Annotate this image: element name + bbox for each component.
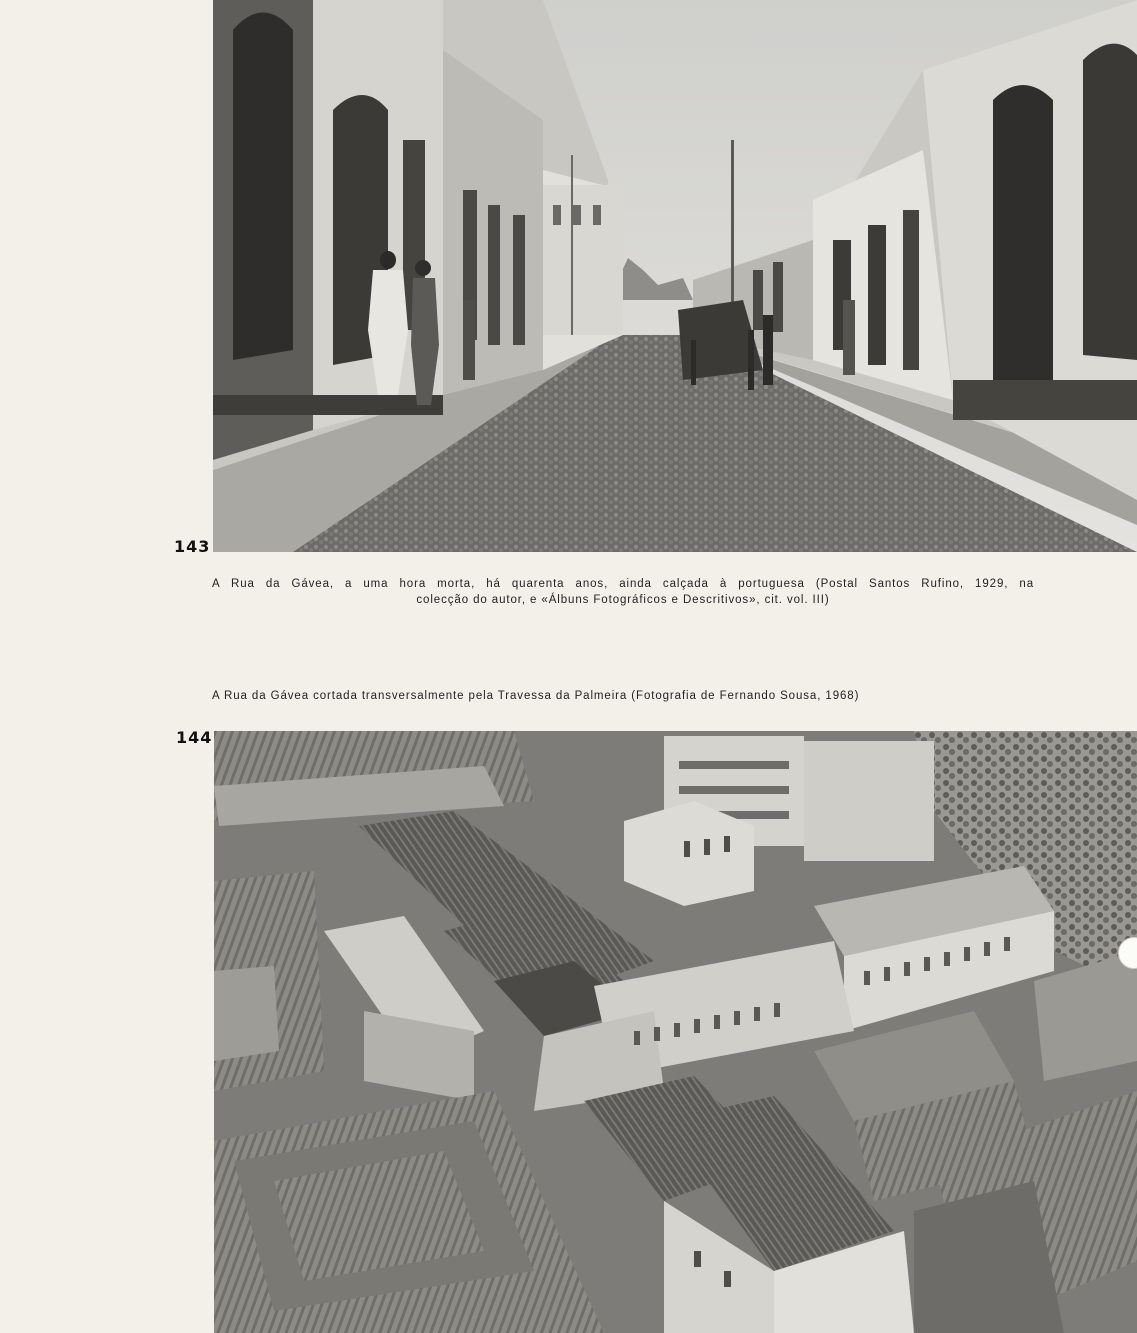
- caption-143: [212, 576, 1034, 608]
- photo-144-aerial: [214, 731, 1137, 1333]
- caption-143-line-1: A Rua da Gávea, a uma hora morta, há quarenta anos, ainda calçada à portuguesa (Postal Santos Rufino, 1929, na: [212, 578, 1034, 590]
- aerial-rooftops-illustration: [214, 731, 1137, 1333]
- photo-143-street: [213, 0, 1137, 552]
- figure-number-143: 143: [174, 537, 211, 556]
- caption-144-line-1: A Rua da Gávea cortada transversalmente pela Travessa da Palmeira (Fotografia de Fernando Sousa, 1968): [212, 690, 860, 702]
- caption-144: [212, 688, 1034, 704]
- caption-143-line-2: colecção do autor, e «Álbuns Fotográficos e Descritivos», cit. vol. III): [416, 594, 830, 606]
- figure-number-144: 144: [176, 728, 213, 747]
- street-scene-illustration: [213, 0, 1137, 552]
